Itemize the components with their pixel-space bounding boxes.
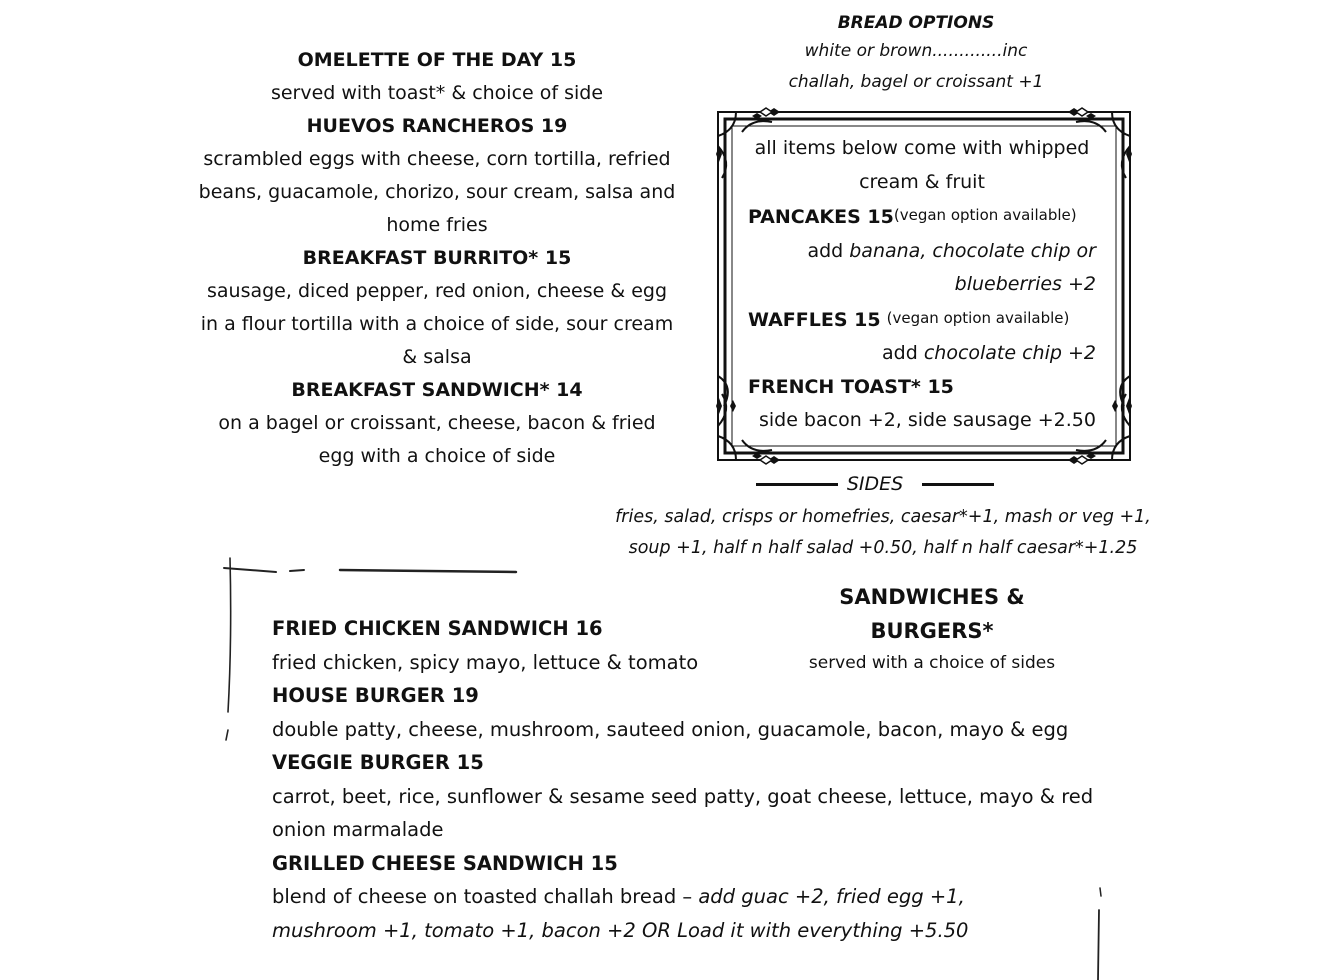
house-burger-title: HOUSE BURGER 19 [272,684,479,707]
pancakes-heading [748,199,1096,235]
burrito-description-line2: in a flour tortilla with a choice of side, sour cream [200,313,674,335]
breakfast-sandwich-description-line2: egg with a choice of side [318,445,556,467]
veggie-burger-description-line2: onion marmalade [272,818,444,841]
sides-line1: fries, salad, crisps or homefries, caesar*+1, mash or veg +1, [615,507,1151,527]
grilled-cheese-description-line2: mushroom +1, tomato +1, bacon +2 OR Load it with everything +5.50 [272,918,969,942]
sides-extra: side bacon +2, side sausage +2.50 [758,409,1096,431]
bread-options [756,10,1076,98]
huevos-description-line2: beans, guacamole, chorizo, sour cream, salsa and [198,181,676,203]
waffles-addons [748,337,1096,371]
sweet-menu-box [748,132,1096,438]
burrito-description-line3: & salsa [402,346,472,368]
bread-options-line2: challah, bagel or croissant +1 [788,72,1044,92]
pancakes-add-items: banana, chocolate chip or [849,239,1096,262]
breakfast-sandwich-description-line1: on a bagel or croissant, cheese, bacon & fried [218,412,656,434]
huevos-description-line3: home fries [386,214,488,236]
veggie-burger-title: VEGGIE BURGER 15 [272,751,484,774]
grilled-cheese-title: GRILLED CHEESE SANDWICH 15 [272,851,618,875]
sides-heading [752,470,998,498]
omelette-title: OMELETTE OF THE DAY 15 [297,49,577,71]
breakfast-section [196,44,678,473]
french-toast-title: FRENCH TOAST* 15 [748,375,954,398]
grilled-cheese-desc-italic: add guac +2, fried egg +1, [698,885,965,908]
sandwiches-title: SANDWICHES & BURGERS* [839,585,1025,643]
house-burger-description: double patty, cheese, mushroom, sauteed onion, guacamole, bacon, mayo & egg [272,717,1069,741]
waffles-heading [748,302,1096,338]
sides-list [610,502,1156,564]
pancakes-title: PANCAKES 15 [748,206,894,228]
sandwiches-subtitle: served with a choice of sides [808,653,1056,673]
veggie-burger-description-line1: carrot, beet, rice, sunflower & sesame seed patty, goat cheese, lettuce, mayo & red [272,784,1094,808]
sides-line2: soup +1, half n half salad +0.50, half n half caesar*+1.25 [628,538,1138,558]
pancakes-add-prefix: add [807,239,850,262]
omelette-description: served with toast* & choice of side [270,82,604,104]
bread-options-line1: white or brown.............inc [804,41,1028,61]
fried-chicken-description: fried chicken, spicy mayo, lettuce & tomato [272,650,699,674]
waffles-vegan-note: (vegan option available) [886,308,1070,327]
huevos-title: HUEVOS RANCHEROS 19 [306,115,568,137]
huevos-description-line1: scrambled eggs with cheese, corn tortilla, refried [203,148,671,170]
sandwiches-list [272,612,1094,947]
grilled-cheese-description-line1 [272,880,1072,914]
waffles-add-items: chocolate chip +2 [923,342,1096,364]
sweet-box-intro-line2: cream & fruit [859,170,985,193]
pancakes-addons-line1 [748,235,1096,269]
pancakes-vegan-note: (vegan option available) [893,206,1077,224]
burrito-description-line1: sausage, diced pepper, red onion, cheese & egg [206,280,668,302]
bread-options-title: BREAD OPTIONS [837,13,995,33]
breakfast-sandwich-title: BREAKFAST SANDWICH* 14 [291,379,583,401]
fried-chicken-title: FRIED CHICKEN SANDWICH 16 [272,617,603,640]
sides-title: SIDES [846,473,904,495]
pancakes-addons-line2: blueberries +2 [954,273,1096,295]
waffles-title: WAFFLES 15 [748,308,881,331]
sweet-box-intro-line1: all items below come with whipped [754,137,1090,159]
grilled-cheese-desc-plain: blend of cheese on toasted challah bread – [272,885,699,908]
waffles-add-prefix: add [882,342,924,364]
burrito-title: BREAKFAST BURRITO* 15 [302,247,572,269]
